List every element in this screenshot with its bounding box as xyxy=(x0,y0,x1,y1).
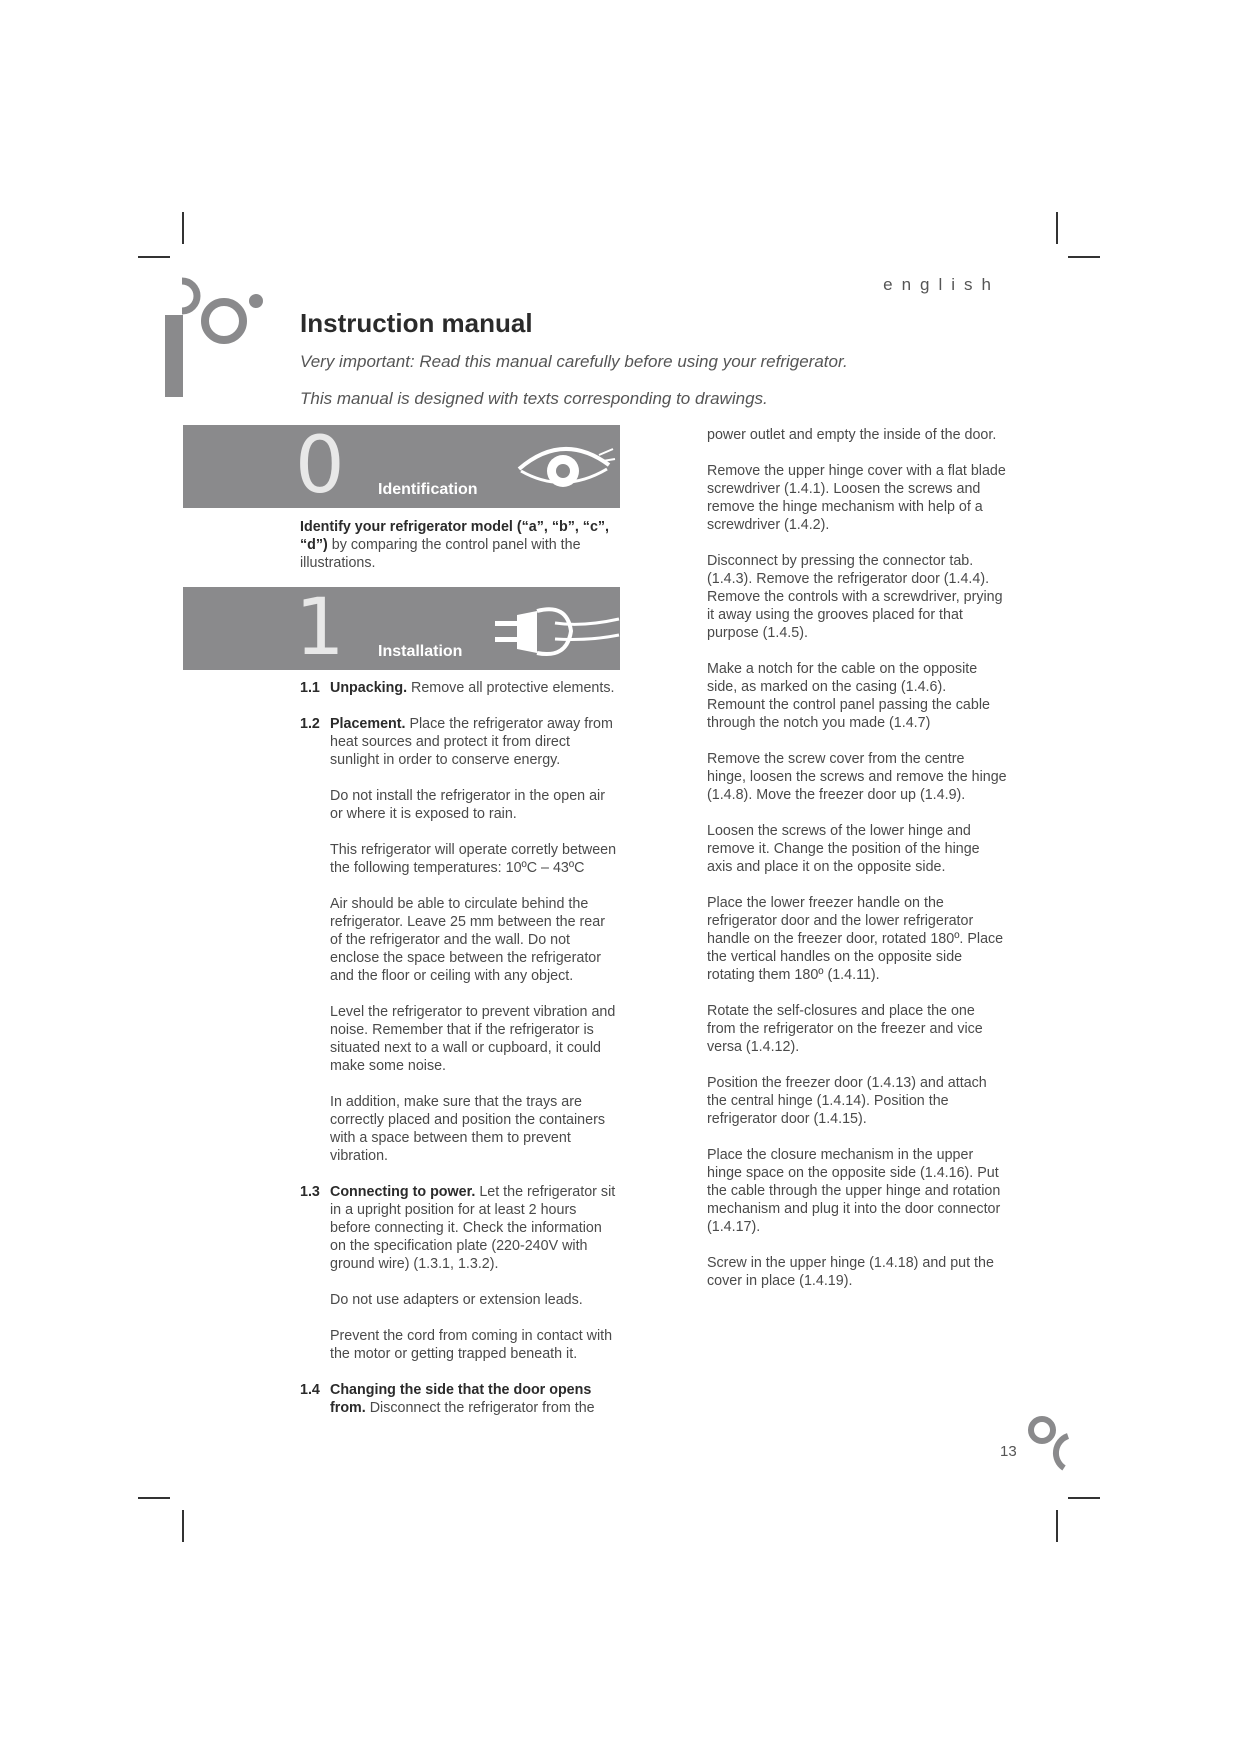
item-title: Unpacking. xyxy=(330,680,408,696)
right-para: Remove the screw cover from the centre hinge, loosen the screws and remove the hinge (1.4.8). Move the freezer door up (1.4.9). xyxy=(707,751,1007,803)
page-title: Instruction manual xyxy=(300,308,533,338)
item-number: 1.1 xyxy=(300,680,320,696)
placement-para: Air should be able to circulate behind the refrigerator. Leave 25 mm between the rear of the refrigerator and the wall. Do not enclose the space between the refrigerator and the floor or ceiling with any object. xyxy=(330,896,605,984)
language-label: english xyxy=(883,275,1000,294)
subtitle-important: Very important: Read this manual carefully before using your refrigerator. xyxy=(300,352,848,371)
right-para: Screw in the upper hinge (1.4.18) and put the cover in place (1.4.19). xyxy=(707,1255,994,1289)
right-para: Place the lower freezer handle on the refrigerator door and the lower refrigerator handle on the freezer door, rotated 180º. Place the vertical handles on the opposite side rotating them 180º (1.4.11). xyxy=(707,895,1004,983)
crop-mark xyxy=(1068,1497,1100,1499)
item-number: 1.3 xyxy=(300,1184,320,1200)
section-label: Installation xyxy=(378,643,463,660)
crop-mark xyxy=(138,1497,170,1499)
plug-icon xyxy=(493,597,620,663)
placement-para: Level the refrigerator to prevent vibration and noise. Remember that if the refrigerator is situated next to a wall or cupboard, it could make some noise. xyxy=(330,1004,616,1074)
identification-text xyxy=(300,518,620,572)
brand-mark-icon xyxy=(1024,1412,1074,1472)
right-para: power outlet and empty the inside of the door. xyxy=(707,427,997,443)
crop-mark xyxy=(1068,256,1100,258)
list-item xyxy=(300,1183,620,1273)
list-item xyxy=(300,1381,620,1417)
crop-mark xyxy=(182,1510,184,1542)
placement-para: In addition, make sure that the trays are correctly placed and position the containers with a space between them to prevent vibration. xyxy=(330,1094,605,1164)
list-item xyxy=(300,715,620,769)
right-para: Loosen the screws of the lower hinge and remove it. Change the position of the hinge axis and place it on the opposite side. xyxy=(707,823,980,875)
right-para: Rotate the self-closures and place the one from the refrigerator on the freezer and vice versa (1.4.12). xyxy=(707,1003,983,1055)
item-title: Connecting to power. xyxy=(330,1184,476,1200)
placement-para: This refrigerator will operate corretly between the following temperatures: 10ºC – 43ºC xyxy=(330,842,617,876)
list-item xyxy=(300,679,620,697)
right-column xyxy=(707,426,1007,1308)
identification-bold: Identify your refrigerator model (“a”, “b”, “c”, “d”) xyxy=(300,519,610,553)
power-para: Do not use adapters or extension leads. xyxy=(330,1292,583,1308)
right-para: Position the freezer door (1.4.13) and attach the central hinge (1.4.14). Position the refrigerator door (1.4.15). xyxy=(707,1075,987,1127)
section-label: Identification xyxy=(378,481,478,498)
right-para: Disconnect by pressing the connector tab. (1.4.3). Remove the refrigerator door (1.4.4). Remove the controls with a screwdriver, prying it away using the grooves placed for that purpose (1.4.5). xyxy=(707,553,1003,641)
section-number: 1 xyxy=(295,583,345,673)
subtitle-drawings: This manual is designed with texts corresponding to drawings. xyxy=(300,389,768,408)
item-title: Changing the side that the door opens from. xyxy=(330,1382,592,1416)
crop-mark xyxy=(182,212,184,244)
item-number: 1.4 xyxy=(300,1382,320,1398)
item-text: Remove all protective elements. xyxy=(407,680,615,696)
item-title: Placement. xyxy=(330,716,406,732)
right-para: Remove the upper hinge cover with a flat blade screwdriver (1.4.1). Loosen the screws and remove the hinge mechanism with help of a screwdriver (1.4.2). xyxy=(707,463,1006,533)
crop-mark xyxy=(1056,1510,1058,1542)
eye-icon xyxy=(513,435,618,497)
item-text: Disconnect the refrigerator from the xyxy=(365,1400,595,1416)
crop-mark xyxy=(1056,212,1058,244)
section-number: 0 xyxy=(295,421,345,511)
installation-column xyxy=(300,679,620,1435)
item-number: 1.2 xyxy=(300,716,320,732)
item-text: Let the refrigerator sit in a upright position for at least 2 hours before connecting it. Check the information on the specification plate (220-240V with ground wire) (1.3.1, 1.3.2). xyxy=(330,1184,616,1272)
power-para: Prevent the cord from coming in contact with the motor or getting trapped beneath it. xyxy=(330,1328,613,1362)
item-text: Place the refrigerator away from heat sources and protect it from direct sunlight in order to conserve energy. xyxy=(330,716,613,768)
right-para: Place the closure mechanism in the upper hinge space on the opposite side (1.4.16). Put the cable through the upper hinge and rotation mechanism and plug it into the door connector (1.4.17). xyxy=(707,1147,1001,1235)
section-banner-installation xyxy=(183,583,620,673)
placement-para: Do not install the refrigerator in the open air or where it is exposed to rain. xyxy=(330,788,605,822)
brand-logo-icon xyxy=(160,275,280,400)
right-para: Make a notch for the cable on the opposite side, as marked on the casing (1.4.6). Remount the control panel passing the cable through the notch you made (1.4.7) xyxy=(707,661,990,731)
section-banner-identification xyxy=(183,421,620,511)
page-number: 13 xyxy=(1000,1443,1017,1460)
identification-rest: by comparing the control panel with the illustrations. xyxy=(300,537,581,571)
crop-mark xyxy=(138,256,170,258)
